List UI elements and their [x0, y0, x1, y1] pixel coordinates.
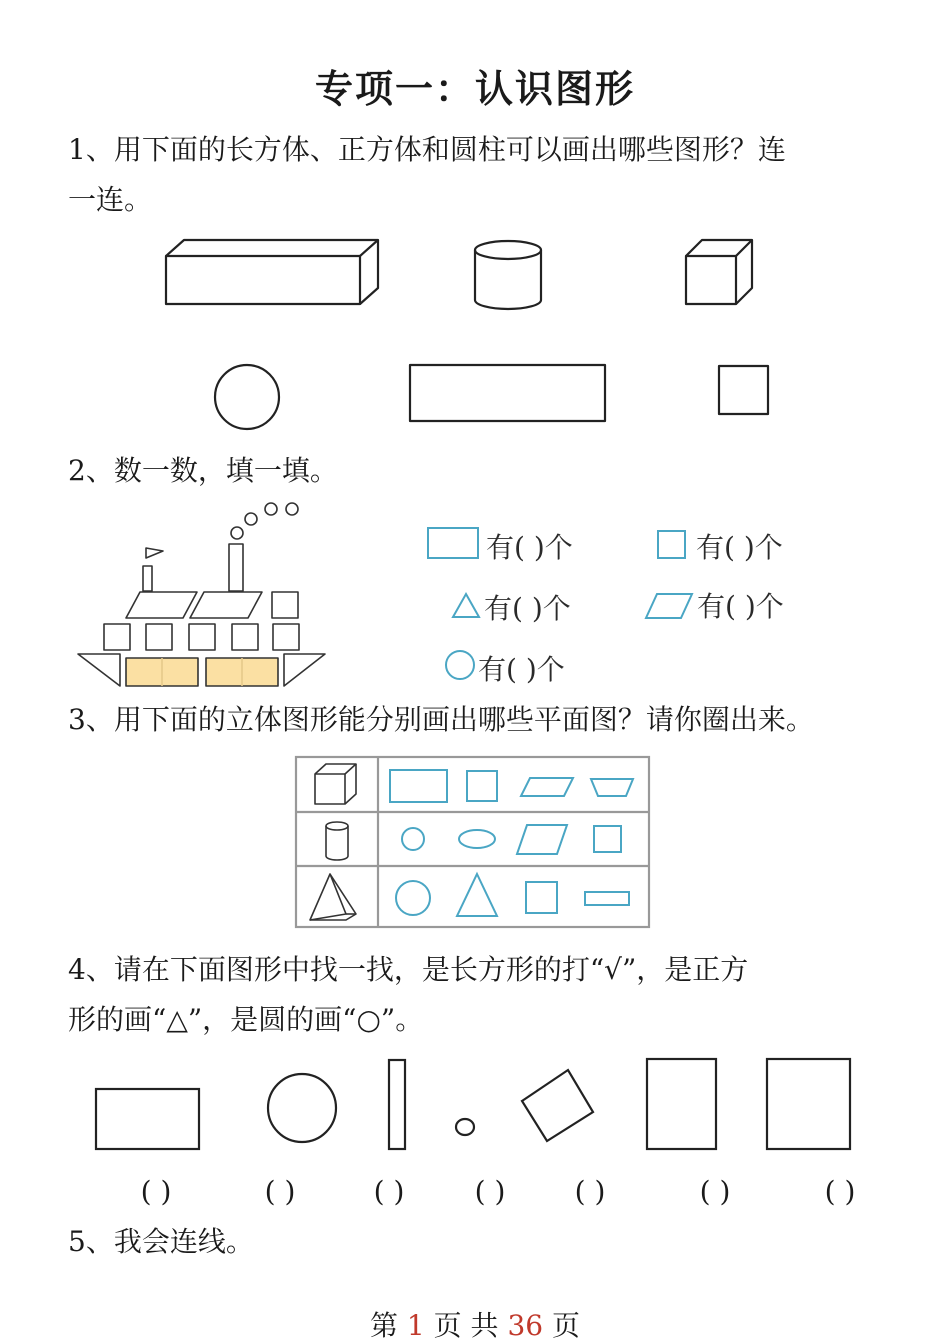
question-4-line-2: 形的画“△”，是圆的画“○”。 [68, 1003, 424, 1036]
answer-blank-7[interactable]: ( ) [824, 1175, 856, 1208]
rectangle-shape [96, 1089, 199, 1149]
page-footer [0, 1304, 950, 1344]
question-1-line-1: 1、用下面的长方体、正方体和圆柱可以画出哪些图形？连 [68, 133, 786, 166]
answer-blank-3[interactable]: ( ) [373, 1175, 405, 1208]
thin-rectangle-shape [389, 1060, 405, 1149]
answer-blank-5[interactable]: ( ) [574, 1175, 606, 1208]
count-triangle-label: 有( )个 [484, 592, 571, 625]
answer-blank-2[interactable]: ( ) [264, 1175, 296, 1208]
page-title: 专项一：认识图形 [314, 67, 635, 111]
question-3-text: 3、用下面的立体图形能分别画出哪些平面图？请你圈出来。 [68, 703, 814, 736]
answer-blank-1[interactable]: ( ) [140, 1175, 172, 1208]
footer-middle: 页 共 [433, 1309, 499, 1342]
count-parallelogram-label: 有( )个 [697, 590, 784, 623]
footer-prefix: 第 [369, 1309, 398, 1342]
tilted-square-shape [522, 1070, 593, 1141]
answer-blank-4[interactable]: ( ) [474, 1175, 506, 1208]
circle-shape [268, 1074, 336, 1142]
question-5-text: 5、我会连线。 [68, 1225, 254, 1258]
total-page-count: 36 [507, 1309, 544, 1342]
tall-rectangle-shape [647, 1059, 716, 1149]
current-page-number: 1 [406, 1309, 425, 1342]
question-2-text: 2、数一数，填一填。 [68, 454, 338, 487]
count-rectangle-label: 有( )个 [486, 531, 573, 564]
square-shape [767, 1059, 850, 1149]
question-1-line-2: 一连。 [68, 183, 153, 216]
footer-suffix: 页 [552, 1309, 581, 1342]
question-4-line-1: 4、请在下面图形中找一找，是长方形的打“√”，是正方 [68, 953, 749, 986]
count-circle-label: 有( )个 [478, 653, 565, 686]
small-circle-shape [456, 1119, 474, 1135]
answer-blank-6[interactable]: ( ) [699, 1175, 731, 1208]
count-square-label: 有( )个 [696, 531, 783, 564]
